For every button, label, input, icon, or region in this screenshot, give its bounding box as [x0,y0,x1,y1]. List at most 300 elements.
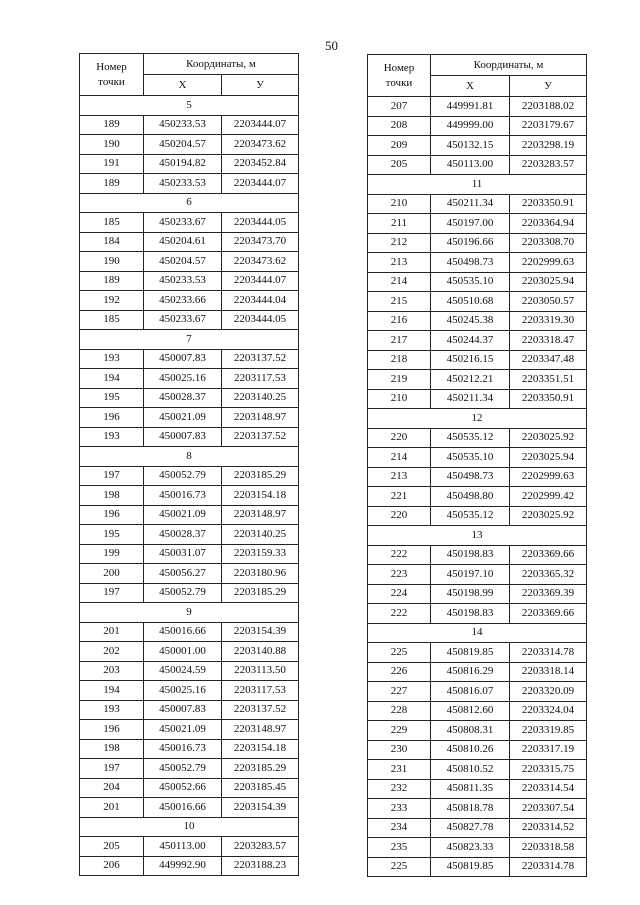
point-number-cell: 197 [80,466,144,486]
y-coordinate-cell: 2203319.30 [510,311,587,331]
point-number-cell: 190 [80,135,144,155]
coordinate-row [368,311,587,331]
point-number-cell: 234 [368,818,431,838]
x-coordinate-cell: 450212.21 [431,370,510,390]
coordinate-row [80,739,299,759]
x-coordinate-cell: 450204.57 [144,135,222,155]
table-body [368,55,587,877]
y-coordinate-cell: 2203148.97 [222,720,299,740]
coordinate-row [368,194,587,214]
section-number: 14 [368,623,587,643]
point-number-cell: 215 [368,292,431,312]
coordinate-row [368,428,587,448]
point-number-cell: 197 [80,759,144,779]
x-coordinate-cell: 450016.73 [144,486,222,506]
y-coordinate-cell: 2202999.42 [510,487,587,507]
x-coordinate-cell: 450823.33 [431,838,510,858]
section-row [80,817,299,837]
x-coordinate-cell: 450233.67 [144,213,222,233]
x-coordinate-cell: 450535.10 [431,448,510,468]
coordinate-row [80,291,299,311]
x-coordinate-cell: 450498.73 [431,467,510,487]
x-coordinate-cell: 450810.52 [431,760,510,780]
page-number: 50 [325,38,338,53]
x-coordinate-cell: 450194.82 [144,154,222,174]
y-coordinate-cell: 2203154.39 [222,798,299,818]
coordinate-row [368,331,587,351]
point-number-cell: 203 [80,661,144,681]
coordinate-row [368,701,587,721]
coordinates-header: Координаты, м [144,54,299,75]
x-coordinate-cell: 450052.79 [144,583,222,603]
point-number-cell: 194 [80,681,144,701]
coordinate-row [80,213,299,233]
y-coordinate-cell: 2203318.47 [510,331,587,351]
point-number-cell: 184 [80,232,144,252]
x-coordinate-cell: 450233.53 [144,174,222,194]
y-coordinate-cell: 2203188.23 [222,856,299,876]
coordinate-row [368,545,587,565]
point-number-cell: 205 [80,837,144,857]
coordinate-row [80,408,299,428]
y-coordinate-cell: 2203473.62 [222,135,299,155]
y-coordinate-cell: 2203159.33 [222,544,299,564]
point-number-cell: 209 [368,136,431,156]
x-coordinate-cell: 450031.07 [144,544,222,564]
y-coordinate-cell: 2203347.48 [510,350,587,370]
y-coordinate-cell: 2203473.70 [222,232,299,252]
coordinate-row [80,349,299,369]
section-row [80,193,299,213]
coordinate-row [80,427,299,447]
point-number-cell: 214 [368,272,431,292]
y-coordinate-cell: 2203315.75 [510,760,587,780]
y-coordinate-cell: 2203185.29 [222,583,299,603]
y-coordinate-cell: 2203025.94 [510,272,587,292]
y-coordinate-cell: 2203314.54 [510,779,587,799]
coordinate-row [368,857,587,877]
y-coordinate-cell: 2203140.25 [222,525,299,545]
coordinate-row [368,214,587,234]
coordinate-row [80,642,299,662]
point-number-cell: 185 [80,310,144,330]
x-coordinate-cell: 450819.85 [431,857,510,877]
point-number-cell: 206 [80,856,144,876]
x-header: X [144,75,222,96]
y-coordinate-cell: 2203364.94 [510,214,587,234]
point-number-header-line2: точки [98,75,125,88]
x-coordinate-cell: 450056.27 [144,564,222,584]
section-number: 7 [80,330,299,350]
point-number-cell: 216 [368,311,431,331]
coordinate-row [80,544,299,564]
x-coordinate-cell: 450021.09 [144,720,222,740]
coordinate-row [80,856,299,876]
x-coordinate-cell: 450001.00 [144,642,222,662]
y-coordinate-cell: 2203137.52 [222,427,299,447]
section-number: 10 [80,817,299,837]
point-number-cell: 191 [80,154,144,174]
point-number-cell: 195 [80,525,144,545]
point-number-cell: 213 [368,467,431,487]
point-number-cell: 211 [368,214,431,234]
x-coordinate-cell: 450113.00 [431,155,510,175]
y-coordinate-cell: 2203369.66 [510,545,587,565]
section-row [80,330,299,350]
y-coordinate-cell: 2203117.53 [222,369,299,389]
point-number-cell: 198 [80,739,144,759]
section-row [368,175,587,195]
coordinate-row [80,661,299,681]
coordinate-row [368,662,587,682]
coordinate-row [368,643,587,663]
point-number-cell: 193 [80,427,144,447]
x-coordinate-cell: 450233.53 [144,271,222,291]
coordinate-row [368,233,587,253]
section-number: 11 [368,175,587,195]
x-coordinate-cell: 450016.66 [144,622,222,642]
point-number-header-line1: Номер [383,61,415,74]
coordinate-row [368,389,587,409]
x-coordinate-cell: 450197.00 [431,214,510,234]
y-coordinate-cell: 2203320.09 [510,682,587,702]
point-number-cell: 196 [80,408,144,428]
point-number-cell: 189 [80,271,144,291]
y-coordinate-cell: 2203179.67 [510,116,587,136]
y-coordinate-cell: 2203283.57 [510,155,587,175]
y-coordinate-cell: 2203319.85 [510,721,587,741]
point-number-cell: 226 [368,662,431,682]
point-number-cell: 193 [80,700,144,720]
x-coordinate-cell: 450021.09 [144,505,222,525]
coordinate-row [368,292,587,312]
x-coordinate-cell: 450016.66 [144,798,222,818]
section-row [368,409,587,429]
coordinate-row [368,370,587,390]
point-number-cell: 225 [368,643,431,663]
y-coordinate-cell: 2203154.39 [222,622,299,642]
coordinate-row [368,116,587,136]
y-coordinate-cell: 2203050.57 [510,292,587,312]
y-coordinate-cell: 2203444.05 [222,310,299,330]
point-number-cell: 231 [368,760,431,780]
point-number-cell: 189 [80,115,144,135]
y-coordinate-cell: 2203314.78 [510,857,587,877]
y-coordinate-cell: 2203473.62 [222,252,299,272]
x-coordinate-cell: 450216.15 [431,350,510,370]
y-header: У [510,76,587,97]
point-number-cell: 204 [80,778,144,798]
coordinate-row [368,760,587,780]
point-number-cell: 228 [368,701,431,721]
y-coordinate-cell: 2203283.57 [222,837,299,857]
coordinate-row [80,798,299,818]
y-coordinate-cell: 2203185.29 [222,466,299,486]
point-number-cell: 201 [80,798,144,818]
section-row [80,603,299,623]
y-coordinate-cell: 2203137.52 [222,349,299,369]
point-number-cell: 233 [368,799,431,819]
y-coordinate-cell: 2203350.91 [510,194,587,214]
coordinate-row [368,584,587,604]
point-number-cell: 200 [80,564,144,584]
point-number-cell: 212 [368,233,431,253]
point-number-cell: 207 [368,97,431,117]
coordinate-row [80,778,299,798]
x-coordinate-cell: 450811.35 [431,779,510,799]
x-coordinate-cell: 450021.09 [144,408,222,428]
coordinate-row [368,136,587,156]
section-row [80,96,299,116]
x-coordinate-cell: 450007.83 [144,349,222,369]
coordinates-table-left [79,53,299,876]
point-number-cell: 222 [368,545,431,565]
coordinate-row [80,369,299,389]
coordinate-row [368,565,587,585]
coordinate-row [80,388,299,408]
y-coordinate-cell: 2203350.91 [510,389,587,409]
x-coordinate-cell: 450816.29 [431,662,510,682]
x-coordinate-cell: 450016.73 [144,739,222,759]
coordinate-row [368,779,587,799]
x-coordinate-cell: 450007.83 [144,427,222,447]
coordinate-row [80,466,299,486]
coordinate-row [368,467,587,487]
x-coordinate-cell: 450052.79 [144,759,222,779]
x-coordinate-cell: 449999.00 [431,116,510,136]
x-coordinate-cell: 449992.90 [144,856,222,876]
point-number-cell: 220 [368,506,431,526]
x-coordinate-cell: 450198.99 [431,584,510,604]
point-number-cell: 227 [368,682,431,702]
coordinate-row [368,682,587,702]
section-number: 6 [80,193,299,213]
y-coordinate-cell: 2203117.53 [222,681,299,701]
point-number-cell: 193 [80,349,144,369]
x-coordinate-cell: 450211.34 [431,194,510,214]
x-coordinate-cell: 450233.53 [144,115,222,135]
y-coordinate-cell: 2203025.94 [510,448,587,468]
x-coordinate-cell: 450197.10 [431,565,510,585]
x-coordinate-cell: 450498.73 [431,253,510,273]
x-coordinate-cell: 450204.61 [144,232,222,252]
coordinate-row [80,681,299,701]
y-coordinate-cell: 2203444.07 [222,271,299,291]
coordinate-row [368,818,587,838]
y-coordinate-cell: 2203444.05 [222,213,299,233]
coordinate-row [368,253,587,273]
point-number-cell: 217 [368,331,431,351]
y-coordinate-cell: 2203180.96 [222,564,299,584]
x-coordinate-cell: 450052.66 [144,778,222,798]
point-number-cell: 219 [368,370,431,390]
x-coordinate-cell: 450233.67 [144,310,222,330]
y-coordinate-cell: 2203188.02 [510,97,587,117]
point-number-cell: 222 [368,604,431,624]
point-number-cell: 210 [368,194,431,214]
y-coordinate-cell: 2203140.25 [222,388,299,408]
x-coordinate-cell: 450132.15 [431,136,510,156]
x-coordinate-cell: 450025.16 [144,369,222,389]
point-number-cell: 235 [368,838,431,858]
point-number-cell: 189 [80,174,144,194]
y-coordinate-cell: 2203318.58 [510,838,587,858]
y-coordinate-cell: 2203025.92 [510,506,587,526]
coordinate-row [80,525,299,545]
y-coordinate-cell: 2203137.52 [222,700,299,720]
y-coordinate-cell: 2203185.29 [222,759,299,779]
point-number-header-line2: точки [385,76,413,89]
y-coordinate-cell: 2203140.88 [222,642,299,662]
section-row [368,526,587,546]
coordinate-row [368,272,587,292]
y-coordinate-cell: 2203148.97 [222,408,299,428]
x-coordinate-cell: 450025.16 [144,681,222,701]
point-number-cell: 223 [368,565,431,585]
coordinate-row [368,155,587,175]
point-number-cell: 185 [80,213,144,233]
x-coordinate-cell: 450810.26 [431,740,510,760]
coordinate-row [368,506,587,526]
x-coordinate-cell: 450198.83 [431,545,510,565]
y-coordinate-cell: 2203444.07 [222,115,299,135]
y-coordinate-cell: 2203308.70 [510,233,587,253]
coordinate-row [80,310,299,330]
x-coordinate-cell: 450204.57 [144,252,222,272]
coordinate-row [368,799,587,819]
coordinate-row [368,97,587,117]
point-number-cell: 196 [80,720,144,740]
x-coordinate-cell: 450827.78 [431,818,510,838]
coordinate-row [80,271,299,291]
x-coordinate-cell: 450196.66 [431,233,510,253]
x-coordinate-cell: 450816.07 [431,682,510,702]
y-coordinate-cell: 2203154.18 [222,739,299,759]
point-number-cell: 220 [368,428,431,448]
section-number: 5 [80,96,299,116]
point-number-header [80,54,144,96]
x-coordinate-cell: 450535.10 [431,272,510,292]
y-coordinate-cell: 2203185.45 [222,778,299,798]
y-coordinate-cell: 2203318.14 [510,662,587,682]
x-coordinate-cell: 450198.83 [431,604,510,624]
coordinate-row [368,448,587,468]
y-coordinate-cell: 2203317.19 [510,740,587,760]
point-number-cell: 213 [368,253,431,273]
coordinate-row [80,252,299,272]
x-coordinate-cell: 450818.78 [431,799,510,819]
y-coordinate-cell: 2203369.66 [510,604,587,624]
point-number-cell: 224 [368,584,431,604]
x-coordinate-cell: 450808.31 [431,721,510,741]
coordinate-row [368,350,587,370]
coordinate-row [80,837,299,857]
point-number-cell: 192 [80,291,144,311]
coordinate-row [80,759,299,779]
y-coordinate-cell: 2203314.78 [510,643,587,663]
x-header: X [431,76,510,97]
point-number-cell: 225 [368,857,431,877]
coordinate-row [368,740,587,760]
coordinate-row [80,583,299,603]
section-number: 9 [80,603,299,623]
y-coordinate-cell: 2203351.51 [510,370,587,390]
point-number-cell: 195 [80,388,144,408]
coordinate-row [368,838,587,858]
coordinates-header: Координаты, м [431,55,587,76]
y-coordinate-cell: 2203148.97 [222,505,299,525]
coordinate-row [80,622,299,642]
x-coordinate-cell: 450113.00 [144,837,222,857]
section-row [80,447,299,467]
point-number-cell: 202 [80,642,144,662]
x-coordinate-cell: 450510.68 [431,292,510,312]
y-coordinate-cell: 2203298.19 [510,136,587,156]
header-row [368,55,587,76]
coordinate-row [80,505,299,525]
y-coordinate-cell: 2203365.32 [510,565,587,585]
section-number: 8 [80,447,299,467]
section-number: 13 [368,526,587,546]
coordinate-row [80,700,299,720]
x-coordinate-cell: 450498.80 [431,487,510,507]
point-number-cell: 198 [80,486,144,506]
point-number-cell: 201 [80,622,144,642]
x-coordinate-cell: 450052.79 [144,466,222,486]
x-coordinate-cell: 450535.12 [431,506,510,526]
y-coordinate-cell: 2203369.39 [510,584,587,604]
x-coordinate-cell: 450245.38 [431,311,510,331]
coordinate-row [80,720,299,740]
section-row [368,623,587,643]
x-coordinate-cell: 450211.34 [431,389,510,409]
point-number-cell: 190 [80,252,144,272]
y-coordinate-cell: 2202999.63 [510,467,587,487]
coordinate-row [80,564,299,584]
x-coordinate-cell: 450244.37 [431,331,510,351]
y-coordinate-cell: 2202999.63 [510,253,587,273]
point-number-cell: 221 [368,487,431,507]
coordinate-row [368,487,587,507]
coordinate-row [80,174,299,194]
point-number-cell: 208 [368,116,431,136]
x-coordinate-cell: 450535.12 [431,428,510,448]
coordinate-row [80,135,299,155]
point-number-cell: 194 [80,369,144,389]
x-coordinate-cell: 450024.59 [144,661,222,681]
point-number-cell: 196 [80,505,144,525]
point-number-cell: 229 [368,721,431,741]
header-row [80,54,299,75]
y-coordinate-cell: 2203025.92 [510,428,587,448]
x-coordinate-cell: 450819.85 [431,643,510,663]
coordinate-row [368,604,587,624]
x-coordinate-cell: 449991.81 [431,97,510,117]
x-coordinate-cell: 450233.66 [144,291,222,311]
x-coordinate-cell: 450028.37 [144,525,222,545]
coordinate-row [80,486,299,506]
y-coordinate-cell: 2203307.54 [510,799,587,819]
point-number-cell: 199 [80,544,144,564]
y-coordinate-cell: 2203452.84 [222,154,299,174]
coordinate-row [80,115,299,135]
y-coordinate-cell: 2203113.50 [222,661,299,681]
point-number-cell: 210 [368,389,431,409]
y-coordinate-cell: 2203314.52 [510,818,587,838]
point-number-header [368,55,431,97]
table-body [80,54,299,876]
x-coordinate-cell: 450812.60 [431,701,510,721]
